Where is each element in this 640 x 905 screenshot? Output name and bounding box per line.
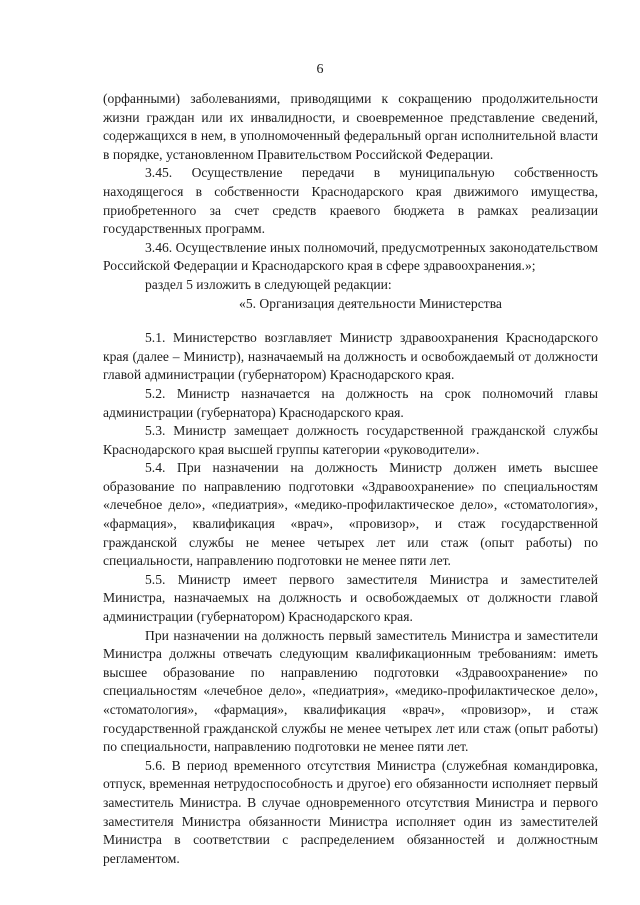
paragraph-continuation: (орфанными) заболеваниями, приводящими к сокращению продолжительности жизни граждан или их инвалидности, и своевременное представление сведений, содержащихся в нем, в уполномоченный федеральный орган исполнительной власти в порядке, установленном Правительством Российской Федерации. — [103, 91, 598, 162]
paragraph-section-5-intro: раздел 5 изложить в следующей редакции: — [145, 276, 392, 292]
paragraph-3-45: 3.45. Осуществление передачи в муниципальную собственность находящегося в собственности Краснодарского края движимого имущества, приобретенного за счет средств краевого бюджета в рамках реализации государственных программ. — [103, 165, 598, 237]
document-body — [103, 90, 598, 868]
paragraph-5-5-requirements: При назначении на должность первый заместитель Министра и заместители Министра должны отвечать следующим квалификационным требованиям: иметь высшее образование по направлению подготовки «Здравоохранение» по специальностям «лечебное дело», «педиатрия», «медико-профилактическое дело», «стоматология», «фармация», квалификация «врач», «провизор», и стаж государственной гражданской службы не менее четырех лет или стаж (опыт работы) по специальности, направлению подготовки не менее пяти лет. — [103, 627, 598, 755]
section-5-heading: «5. Организация деятельности Министерства — [239, 295, 502, 311]
paragraph-5-2: 5.2. Министр назначается на должность на срок полномочий главы администрации (губернатора) Краснодарского края. — [103, 385, 598, 420]
paragraph-5-5: 5.5. Министр имеет первого заместителя Министра и заместителей Министра, назначаемых на должность и освобождаемых от должности главой администрации (губернатором) Краснодарского края. — [103, 571, 598, 625]
page-number: 6 — [316, 62, 324, 77]
paragraph-3-46: 3.46. Осуществление иных полномочий, предусмотренных законодательством Российской Федерации и Краснодарского края в сфере здравоохранения.»; — [103, 239, 598, 274]
paragraph-5-4: 5.4. При назначении на должность Министр должен иметь высшее образование по направлению подготовки «Здравоохранение» по специальностям «лечебное дело», «педиатрия», «медико-профилактическое дело», «стоматология», «фармация», квалификация «врач», «провизор», и стаж государственной гражданской службы не менее четырех лет или стаж (опыт работы) по специальности, направлению подготовки не менее пяти лет. — [103, 460, 598, 569]
paragraph-5-1: 5.1. Министерство возглавляет Министр здравоохранения Краснодарского края (далее – Министр), назначаемый на должность и освобождаемый от должности главой администрации (губернатором) Краснодарского края. — [103, 330, 598, 383]
paragraph-5-6: 5.6. В период временного отсутствия Министра (служебная командировка, отпуск, временная нетрудоспособность и другое) его обязанности исполняет первый заместитель Министра. В случае одновременного отсутствия Министра и первого заместителя Министра обязанности Министра исполняет один из заместителей Министра в соответствии с распределением обязанностей и должностным регламентом. — [103, 757, 598, 866]
paragraph-5-3: 5.3. Министр замещает должность государственной гражданской службы Краснодарского края высшей группы категории «руководители». — [103, 423, 598, 457]
